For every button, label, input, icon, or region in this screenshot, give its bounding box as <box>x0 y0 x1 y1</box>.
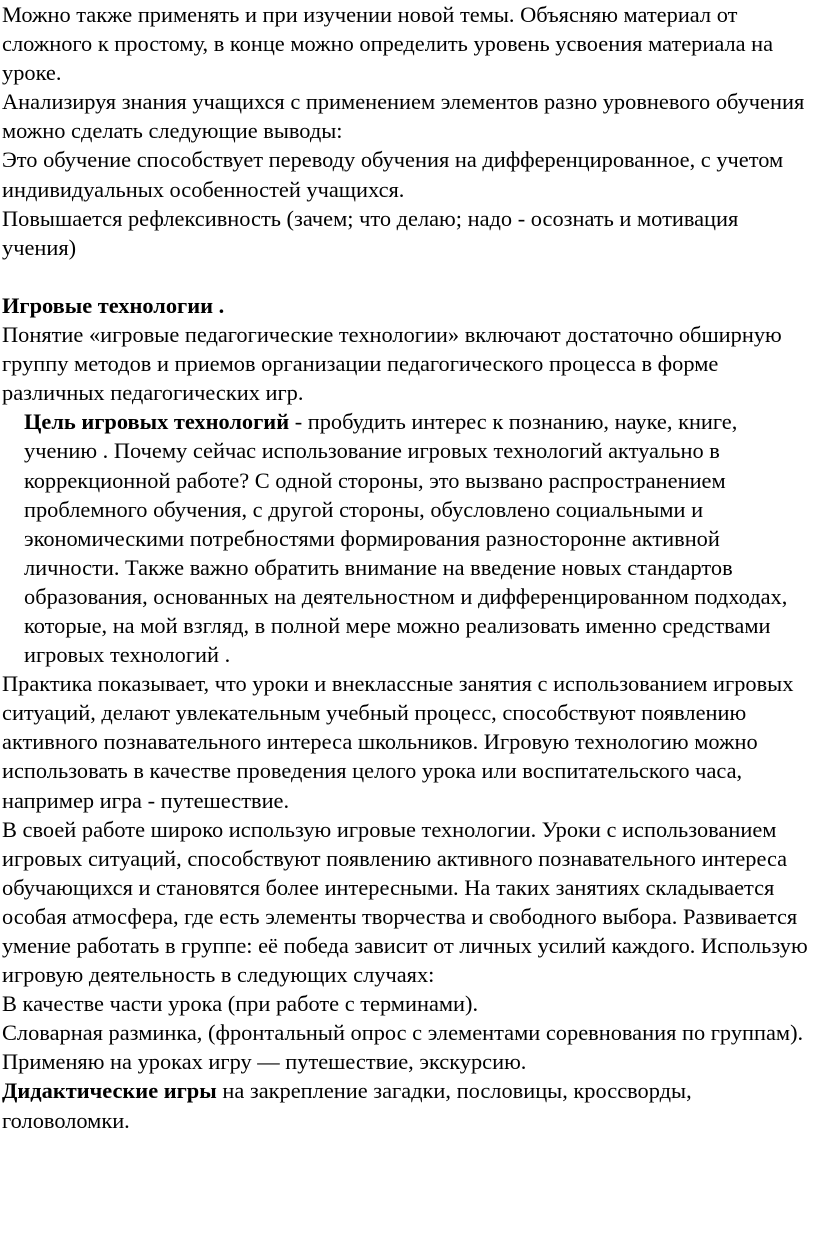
goal-text: - пробудить интерес к познанию, науке, книге, учению . Почему сейчас использование игровых технологий актуально в коррекционной работе? С одной стороны, это вызвано распространением проблемного обучения, с другой стороны, обусловлено социальными и экономическими потребностями формирования разносторонне активной личности. Также важно обратить внимание на введение новых стандартов образования, основанных на деятельностном и дифференцированном подходах, которые, на мой взгляд, в полной мере можно реализовать именно средствами игровых технологий . <box>24 409 788 668</box>
paragraph-case-3: Применяю на уроках игру — путешествие, экскурсию. <box>2 1049 527 1075</box>
paragraph-concept: Понятие «игровые педагогические технологии» включают достаточно обширную группу методов и приемов организации педагогического процесса в форме различных педагогических игр. <box>2 322 782 406</box>
paragraph-practice: Практика показывает, что уроки и внеклассные занятия с использованием игровых ситуаций, делают увлекательным учебный процесс, способствуют появлению активного познавательного интереса школьников. Игровую технологию можно использовать в качестве проведения целого урока или воспитательского часа, например игра - путешествие. <box>2 671 794 813</box>
paragraph-analysis: Анализируя знания учащихся с применением элементов разно уровневого обучения можно сделать следующие выводы: <box>2 89 805 144</box>
section-heading <box>2 291 814 320</box>
paragraph-conclusion-1: Это обучение способствует переводу обучения на дифференцированное, с учетом индивидуальных особенностей учащихся. <box>2 147 784 202</box>
paragraph-case-1: В качестве части урока (при работе с терминами). <box>2 991 479 1017</box>
didactic-term: Дидактические игры <box>2 1078 217 1104</box>
paragraph-goal <box>2 407 814 669</box>
document-page <box>2 0 814 1135</box>
paragraph-case-2: Словарная разминка, (фронтальный опрос с элементами соревнования по группам). <box>2 1020 804 1046</box>
paragraph-own-work: В своей работе широко использую игровые технологии. Уроки с использованием игровых ситуаций, способствуют появлению активного познавательного интереса обучающихся и становятся более интересными. На таких занятиях складывается особая атмосфера, где есть элементы творчества и свободного выбора. Развивается умение работать в группе: её победа зависит от личных усилий каждого. Использую игровую деятельность в следующих случаях: <box>2 816 808 988</box>
paragraph-conclusion-2: Повышается рефлексивность (зачем; что делаю; надо - осознать и мотивация учения) <box>2 205 739 260</box>
paragraph-didactic <box>2 1076 814 1134</box>
section-heading-text: Игровые технологии . <box>2 292 225 318</box>
paragraph-intro: Можно также применять и при изучении новой темы. Объясняю материал от сложного к простому, в конце можно определить уровень усвоения материала на уроке. <box>2 2 774 86</box>
blank-line <box>2 262 814 291</box>
didactic-text: на закрепление загадки, пословицы, кроссворды, головоломки. <box>2 1078 692 1133</box>
goal-term: Цель игровых технологий <box>24 409 290 435</box>
